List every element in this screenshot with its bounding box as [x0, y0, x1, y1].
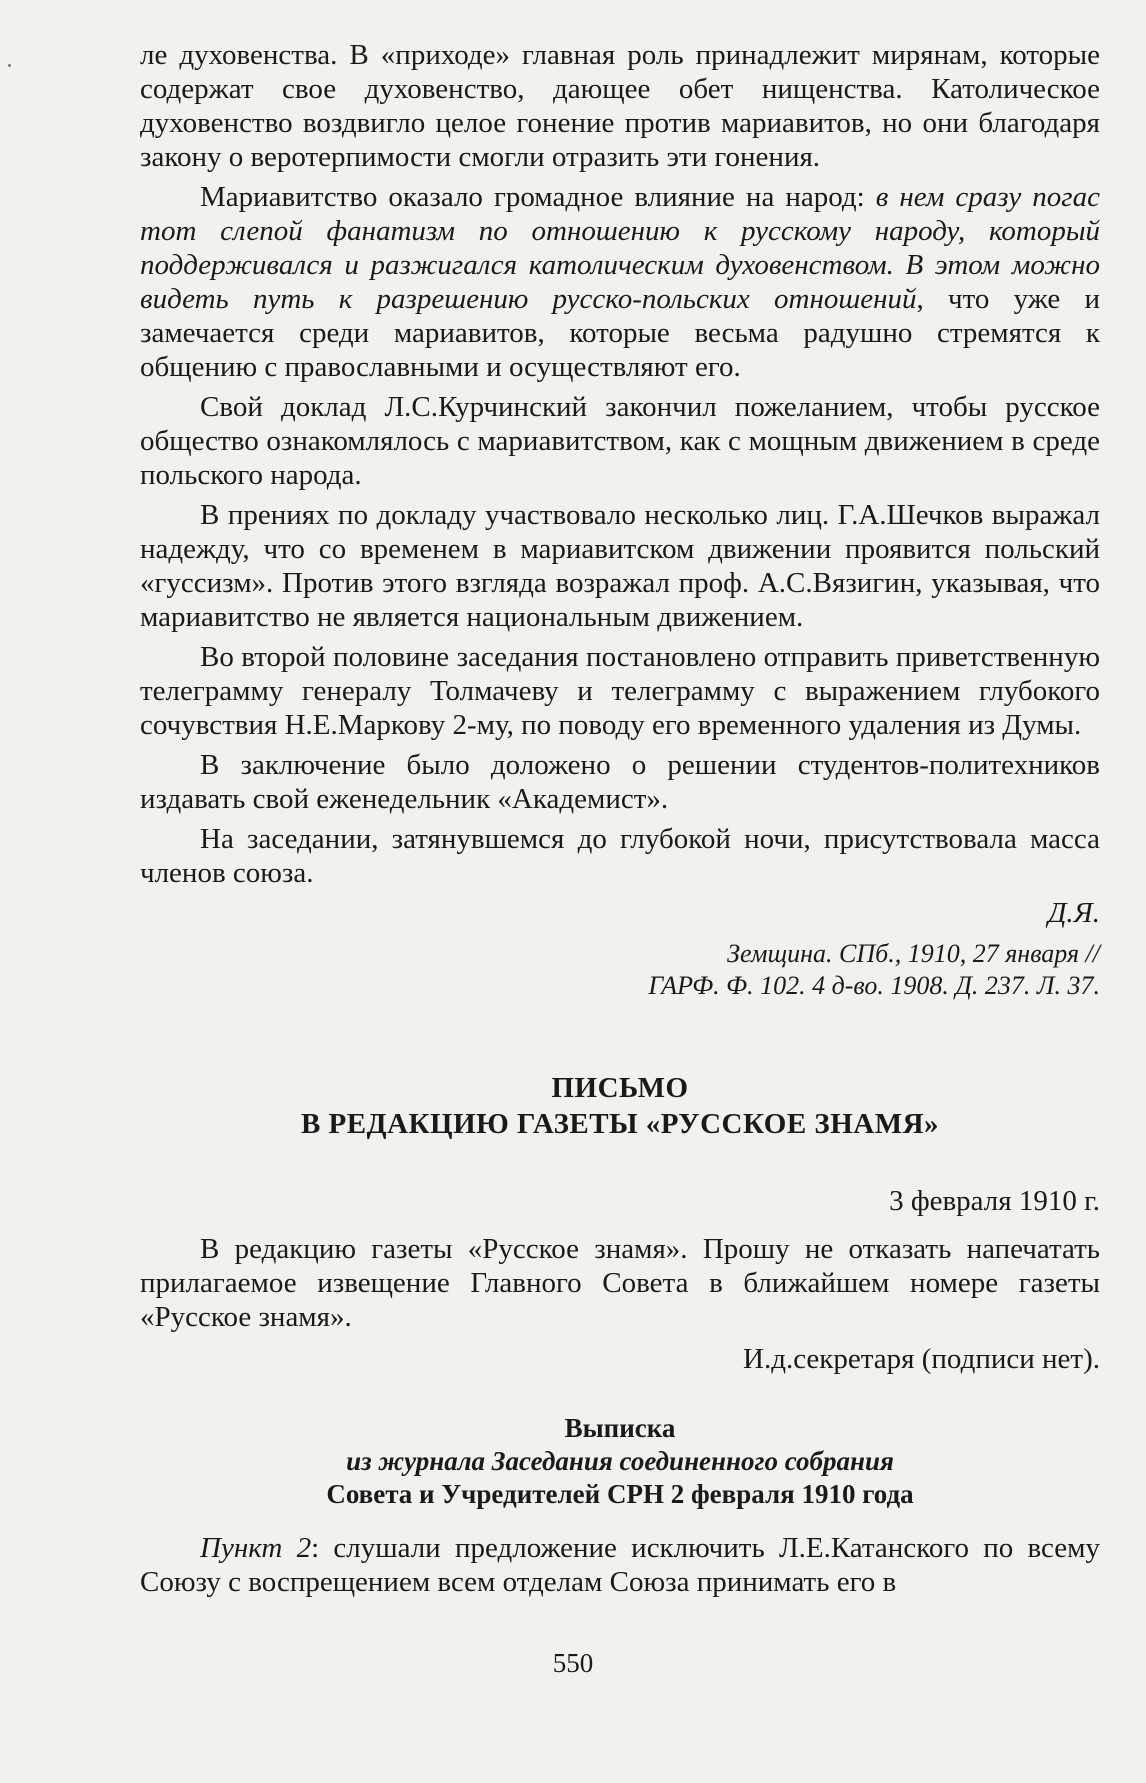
source-line: ГАРФ. Ф. 102. 4 д-во. 1908. Д. 237. Л. 37.: [648, 971, 1100, 1000]
paragraph-text: Мариавитство оказало громадное влияние на народ:: [200, 181, 876, 213]
author-initials: Д.Я.: [1047, 897, 1100, 929]
letter-date: 3 февраля 1910 г.: [889, 1185, 1100, 1217]
paragraph: В прениях по докладу участвовало несколько лиц. Г.А.Шечков выражал надежду, что со временем в мариавитском движении проявится польский «гуссизм». Против этого взгляда возражал проф. А.С.Вязигин, указывая, что мариавитство не является национальным движением.: [140, 499, 1100, 633]
section-title: [140, 1070, 1100, 1142]
source-citation: [140, 938, 1100, 1002]
letter-signature: И.д.секретаря (подписи нет).: [743, 1343, 1100, 1375]
point-text: : слушали предложение исключить Л.Е.Катанского по всему Союзу с воспрещением всем отделам Союза принимать его в: [140, 1532, 1100, 1598]
paragraph: [140, 180, 1100, 384]
extract-subtitle: Совета и Учредителей СРН 2 февраля 1910 года: [326, 1479, 914, 1509]
paragraph: На заседании, затянувшемся до глубокой ночи, присутствовала масса членов союза.: [140, 823, 1100, 889]
point-paragraph: [140, 1531, 1100, 1599]
source-line: Земщина. СПб., 1910, 27 января //: [727, 939, 1100, 968]
point-label: Пункт 2: [200, 1532, 312, 1564]
section-title-line: ПИСЬМО: [551, 1072, 689, 1104]
section-title-line: В РЕДАКЦИЮ ГАЗЕТЫ «РУССКОЕ ЗНАМЯ»: [300, 1108, 940, 1140]
extract-subtitle: из журнала Заседания соединенного собрания: [346, 1446, 894, 1476]
paragraph-text: , что уже и замечается среди мариавитов, которые весьма радушно стремятся к общению с православными и осуществляют его.: [140, 283, 1100, 383]
paragraph: В заключение было доложено о решении студентов-политехников издавать свой еженедельник «Академист».: [140, 749, 1100, 815]
paragraph: ле духовенства. В «приходе» главная роль принадлежит мирянам, которые содержат свое духовенство, дающее обет нищенства. Католическое духовенство воздвигло целое гонение против мариавитов, но они благодаря закону о веротерпимости смогли отразить эти гонения.: [140, 39, 1100, 173]
paragraph: Во второй половине заседания постановлено отправить приветственную телеграмму генералу Толмачеву и телеграмму с выражением глубокого сочувствия Н.Е.Маркову 2-му, по поводу его временного удаления из Думы.: [140, 641, 1100, 741]
paragraph: Свой доклад Л.С.Курчинский закончил пожеланием, чтобы русское общество ознакомлялось с мариавитством, как с мощным движением в среде польского народа.: [140, 391, 1100, 491]
body-text: [140, 38, 1100, 1599]
extract-title: Выписка: [564, 1413, 676, 1443]
paragraph-italic-text: в нем сразу погас тот слепой фанатизм по отношению к русскому народу, который поддерживался и разжигался католическим духовенством. В этом можно видеть путь к разрешению русско-польских отношений: [140, 181, 1100, 315]
page-number: 550: [552, 1648, 594, 1678]
scan-speck: [8, 64, 11, 67]
letter-body: В редакцию газеты «Русское знамя». Прошу не отказать напечатать прилагаемое извещение Главного Совета в ближайшем номере газеты «Русское знамя».: [140, 1233, 1100, 1333]
